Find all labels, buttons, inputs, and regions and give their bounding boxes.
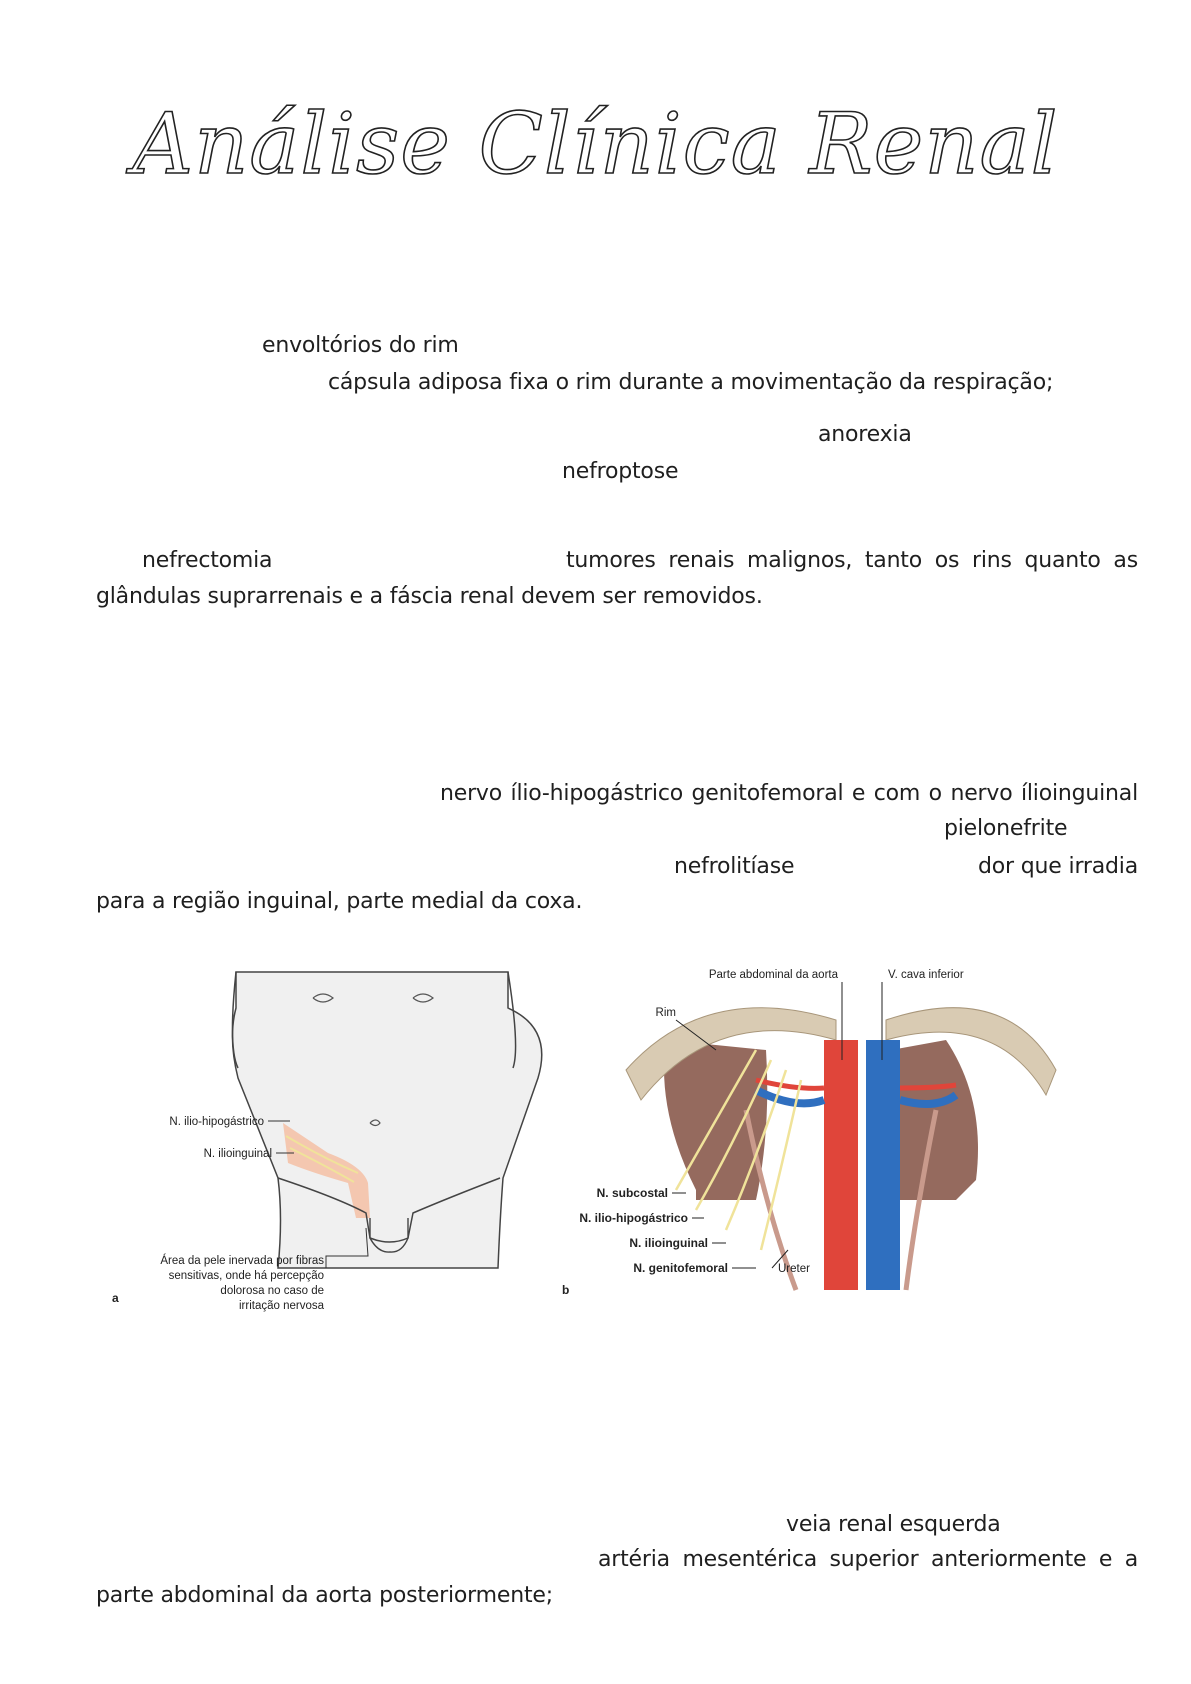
text-aorta-posterior: parte abdominal da aorta posteriormente;: [96, 1583, 553, 1608]
word: e: [851, 781, 866, 806]
word: o: [928, 781, 942, 806]
text-veia-renal: veia renal esquerda: [786, 1512, 1001, 1537]
figure-letter-a: a: [112, 1291, 119, 1305]
word: genitofemoral: [691, 781, 844, 806]
caption-line: sensitivas, onde há percepção: [168, 1270, 324, 1282]
page-title: Análise Clínica Renal: [132, 95, 1059, 193]
word: renais: [668, 548, 735, 573]
word: com: [873, 781, 921, 806]
aorta: [824, 1040, 858, 1290]
word: anteriormente: [931, 1547, 1087, 1572]
label-ureter: Ureter: [778, 1263, 810, 1275]
label-ilio-hipogastrico: N. ilio-hipogástrico: [169, 1116, 264, 1128]
vena-cava: [866, 1040, 900, 1290]
word: as: [1113, 548, 1138, 573]
label-ilio-hipogastrico: N. ilio-hipogástrico: [579, 1211, 688, 1225]
caption-line: Área da pele inervada por fibras: [160, 1255, 324, 1267]
text-pielonefrite: pielonefrite: [944, 816, 1068, 841]
text-nefrectomia: nefrectomia: [142, 548, 273, 573]
word: malignos,: [746, 548, 853, 573]
text-capsula-adiposa: cápsula adiposa fixa o rim durante a movimentação da respiração;: [328, 370, 1054, 395]
word: ílio-hipogástrico: [510, 781, 684, 806]
word: ílioinguinal: [1020, 781, 1138, 806]
word: dor: [978, 854, 1014, 879]
text-nefroptose: nefroptose: [562, 459, 679, 484]
word: tanto: [864, 548, 922, 573]
figure-letter-b: b: [562, 1283, 570, 1297]
label-genitofemoral: N. genitofemoral: [633, 1261, 728, 1275]
word: que: [1020, 854, 1062, 879]
word: tumores: [566, 548, 656, 573]
text-tumores-line: [566, 548, 1138, 573]
label-aorta: Parte abdominal da aorta: [708, 969, 838, 981]
text-envoltorios: envoltórios do rim: [262, 333, 459, 358]
label-subcostal: N. subcostal: [596, 1186, 668, 1200]
label-vcava: V. cava inferior: [888, 969, 964, 981]
word: a: [1124, 1547, 1138, 1572]
figure-b-kidney-diagram: [556, 960, 1086, 1320]
label-ilioinguinal: N. ilioinguinal: [203, 1148, 272, 1160]
word: nervo: [950, 781, 1013, 806]
word: e: [1098, 1547, 1113, 1572]
label-ilioinguinal: N. ilioinguinal: [629, 1236, 708, 1250]
text-nefrolitiase: nefrolitíase: [674, 854, 795, 879]
text-nervos-line: [440, 781, 1138, 806]
caption-line: irritação nervosa: [238, 1300, 324, 1312]
text-arteria-line: [598, 1547, 1138, 1572]
word: irradia: [1068, 854, 1138, 879]
word: os: [934, 548, 960, 573]
text-dor-irradia: [978, 854, 1138, 879]
word: mesentérica: [682, 1547, 818, 1572]
word: nervo: [440, 781, 503, 806]
text-glandulas: glândulas suprarrenais e a fáscia renal devem ser removidos.: [96, 584, 763, 609]
figure-a-body-diagram: [108, 968, 548, 1328]
text-anorexia: anorexia: [818, 422, 912, 447]
torso-silhouette: [232, 972, 541, 1268]
label-rim: Rim: [655, 1007, 676, 1019]
text-regiao-inguinal: para a região inguinal, parte medial da coxa.: [96, 889, 583, 914]
word: artéria: [598, 1547, 670, 1572]
caption-line: dolorosa no caso de: [220, 1285, 324, 1297]
word: quanto: [1024, 548, 1101, 573]
word: rins: [971, 548, 1012, 573]
word: superior: [829, 1547, 919, 1572]
